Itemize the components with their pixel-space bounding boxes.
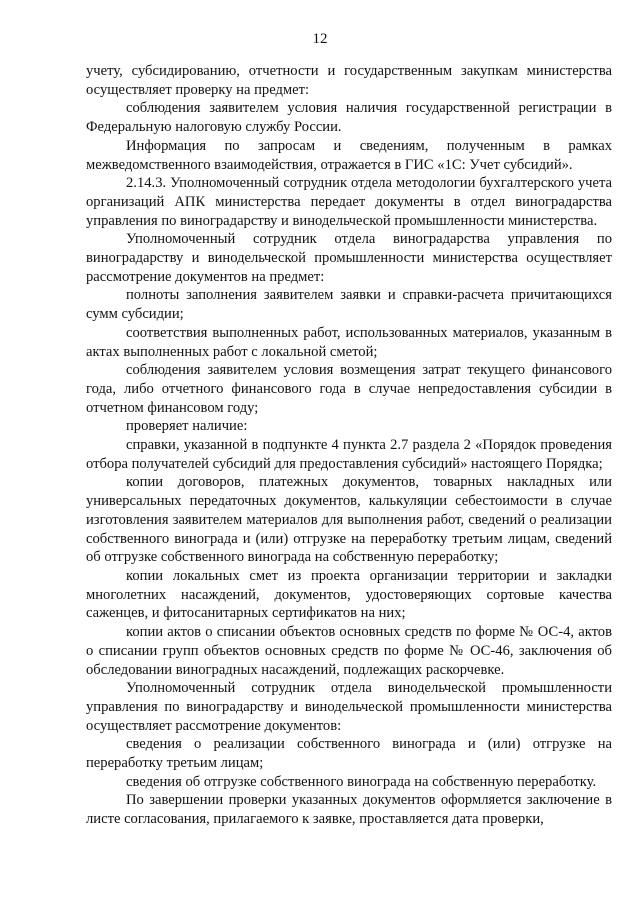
paragraph: проверяет наличие: — [126, 418, 248, 435]
paragraph: 2.14.3. Уполномоченный сотрудник отдела методологии бухгалтерского учета организаций АПК министерства передает документы в отдел виноградарства управления по виноградарству и винодельческой промышленности министерства. — [86, 175, 612, 229]
paragraph: соблюдения заявителем условия возмещения затрат текущего финансового года, либо отчетного финансового года в случае непредоставления субсидии в отчетном финансовом году; — [86, 362, 612, 416]
paragraph: учету, субсидированию, отчетности и государственным закупкам министерства осуществляет проверку на предмет: — [86, 63, 612, 98]
paragraph: копии актов о списании объектов основных средств по форме № ОС-4, актов о списании групп объектов основных средств по форме № ОС-46, заключения об обследовании виноградных насаждений, подлежащих раскорчевке. — [86, 624, 612, 678]
paragraph: копии договоров, платежных документов, товарных накладных или универсальных передаточных документов, калькуляции себестоимости в случае изготовления заявителем материалов для выполнения работ, сведений о реализации собственного винограда и (или) отгрузке на переработку третьим лицам, сведений об отгрузке собственного винограда на собственную переработку; — [86, 474, 612, 566]
document-body — [86, 62, 612, 829]
paragraph: Уполномоченный сотрудник отдела винодельческой промышленности управления по виноградарству и винодельческой промышленности министерства осуществляет рассмотрение документов: — [86, 680, 612, 734]
page-number: 12 — [312, 31, 328, 47]
paragraph: Информация по запросам и сведениям, полученным в рамках межведомственного взаимодействия, отражается в ГИС «1С: Учет субсидий». — [86, 137, 612, 173]
paragraph: полноты заполнения заявителем заявки и справки-расчета причитающихся сумм субсидии; — [86, 287, 612, 323]
paragraph: справки, указанной в подпункте 4 пункта 2.7 раздела 2 «Порядок проведения отбора получателей субсидий для предоставления субсидий» настоящего Порядка; — [86, 437, 612, 472]
paragraph: копии локальных смет из проекта организации территории и закладки многолетних насаждений, документов, удостоверяющих сортовые качества саженцев, и фитосанитарных сертификатов на них; — [86, 567, 612, 622]
paragraph: соответствия выполненных работ, использованных материалов, указанным в актах выполненных работ с локальной сметой; — [86, 324, 612, 360]
paragraph: Уполномоченный сотрудник отдела виноградарства управления по виноградарству и винодельческой промышленности министерства осуществляет рассмотрение документов на предмет: — [86, 231, 612, 285]
paragraph: По завершении проверки указанных документов оформляется заключение в листе согласования, прилагаемого к заявке, проставляется дата проверки, — [86, 792, 612, 828]
paragraph: сведения об отгрузке собственного винограда на собственную переработку. — [126, 773, 597, 790]
paragraph: соблюдения заявителем условия наличия государственной регистрации в Федеральную налоговую службу России. — [86, 100, 612, 136]
paragraph: сведения о реализации собственного винограда и (или) отгрузке на переработку третьим лицам; — [86, 736, 612, 772]
